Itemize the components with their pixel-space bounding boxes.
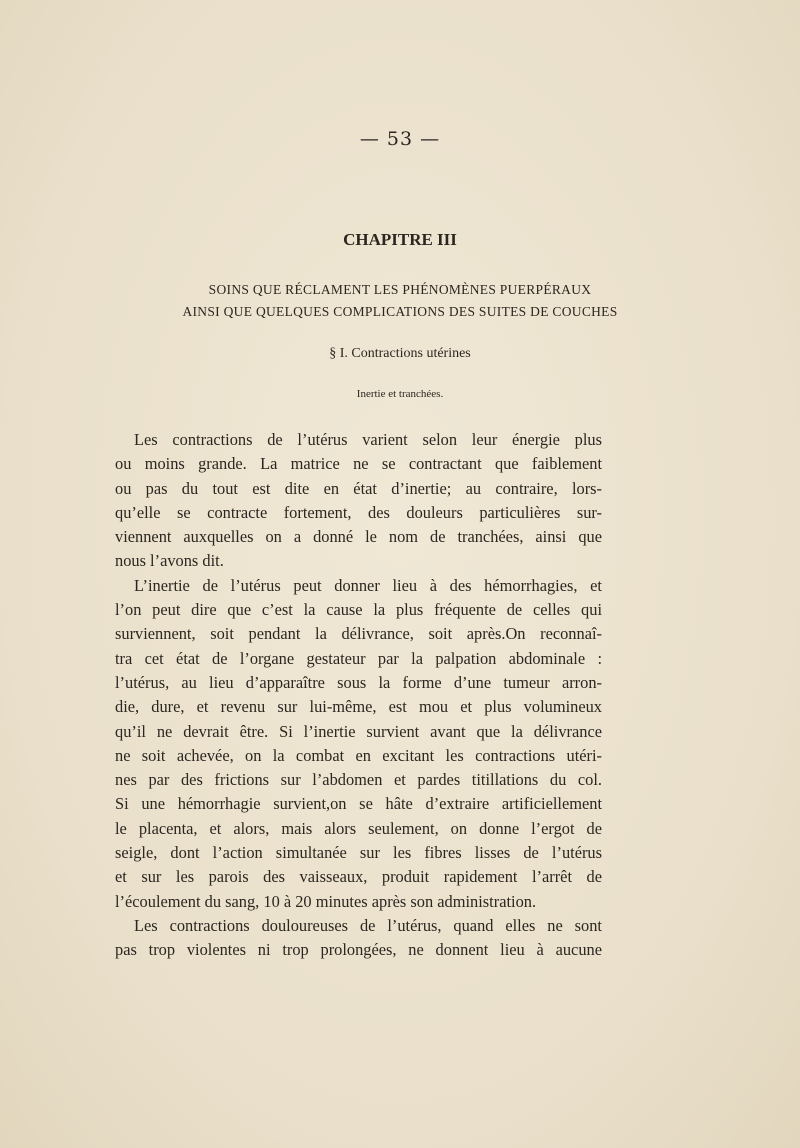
subsection-heading: Inertie et tranchées.	[356, 388, 444, 400]
chapter-title-line-2: AINSI QUE QUELQUES COMPLICATIONS DES SUITES DE COUCHES	[182, 304, 618, 319]
body-text	[115, 428, 602, 963]
text-line: Si une hémorrhagie survient,on se hâte d’extraire artificiellement	[115, 794, 602, 814]
text-line: et sur les parois des vaisseaux, produit rapidement l’arrêt de	[115, 867, 602, 887]
text-line: Les contractions de l’utérus varient selon leur énergie plus	[134, 430, 602, 449]
text-line: l’on peut dire que c’est la cause la plus fréquente de celles qui	[115, 600, 602, 620]
text-line: viennent auxquelles on a donné le nom de tranchées, ainsi que	[115, 527, 602, 547]
text-line: l’écoulement du sang, 10 à 20 minutes après son administration.	[115, 891, 537, 911]
text-line: l’utérus, au lieu d’apparaître sous la forme d’une tumeur arron-	[115, 672, 602, 692]
text-line: qu’il ne devrait être. Si l’inertie survient avant que la délivrance	[115, 721, 602, 741]
chapter-heading: CHAPITRE III	[343, 230, 457, 249]
text-line: ou moins grande. La matrice ne se contractant que faiblement	[115, 454, 602, 474]
section-heading: § I. Contractions utérines	[329, 346, 471, 361]
text-line: surviennent, soit pendant la délivrance, soit après.On reconnaî-	[115, 624, 602, 644]
text-line: L’inertie de l’utérus peut donner lieu à des hémorrhagies, et	[134, 575, 602, 595]
paragraph	[115, 914, 602, 963]
text-line: Les contractions douloureuses de l’utérus, quand elles ne sont	[134, 915, 602, 935]
text-line: seigle, dont l’action simultanée sur les fibres lisses de l’utérus	[115, 843, 602, 863]
bleed-through-shadow	[105, 160, 605, 177]
page-number: — 53 —	[359, 128, 441, 150]
text-line: nous l’avons dit.	[115, 551, 224, 571]
text-line: qu’elle se contracte fortement, des douleurs particulières sur-	[115, 502, 602, 522]
paragraph	[115, 428, 602, 574]
text-line: die, dure, et revenu sur lui-même, est mou et plus volumineux	[115, 697, 602, 717]
text-line: tra cet état de l’organe gestateur par la palpation abdominale :	[115, 648, 602, 668]
text-line: ne soit achevée, on la combat en excitant les contractions utéri-	[115, 745, 602, 765]
chapter-title-line-1: SOINS QUE RÉCLAMENT LES PHÉNOMÈNES PUERPÉRAUX	[208, 282, 592, 297]
text-line: ou pas du tout est dite en état d’inertie; au contraire, lors-	[115, 478, 602, 498]
paragraph	[115, 574, 602, 914]
text-line: le placenta, et alors, mais alors seulement, on donne l’ergot de	[115, 818, 602, 838]
text-line: pas trop violentes ni trop prolongées, ne donnent lieu à aucune	[115, 940, 602, 960]
text-line: nes par des frictions sur l’abdomen et pardes titillations du col.	[115, 770, 602, 790]
